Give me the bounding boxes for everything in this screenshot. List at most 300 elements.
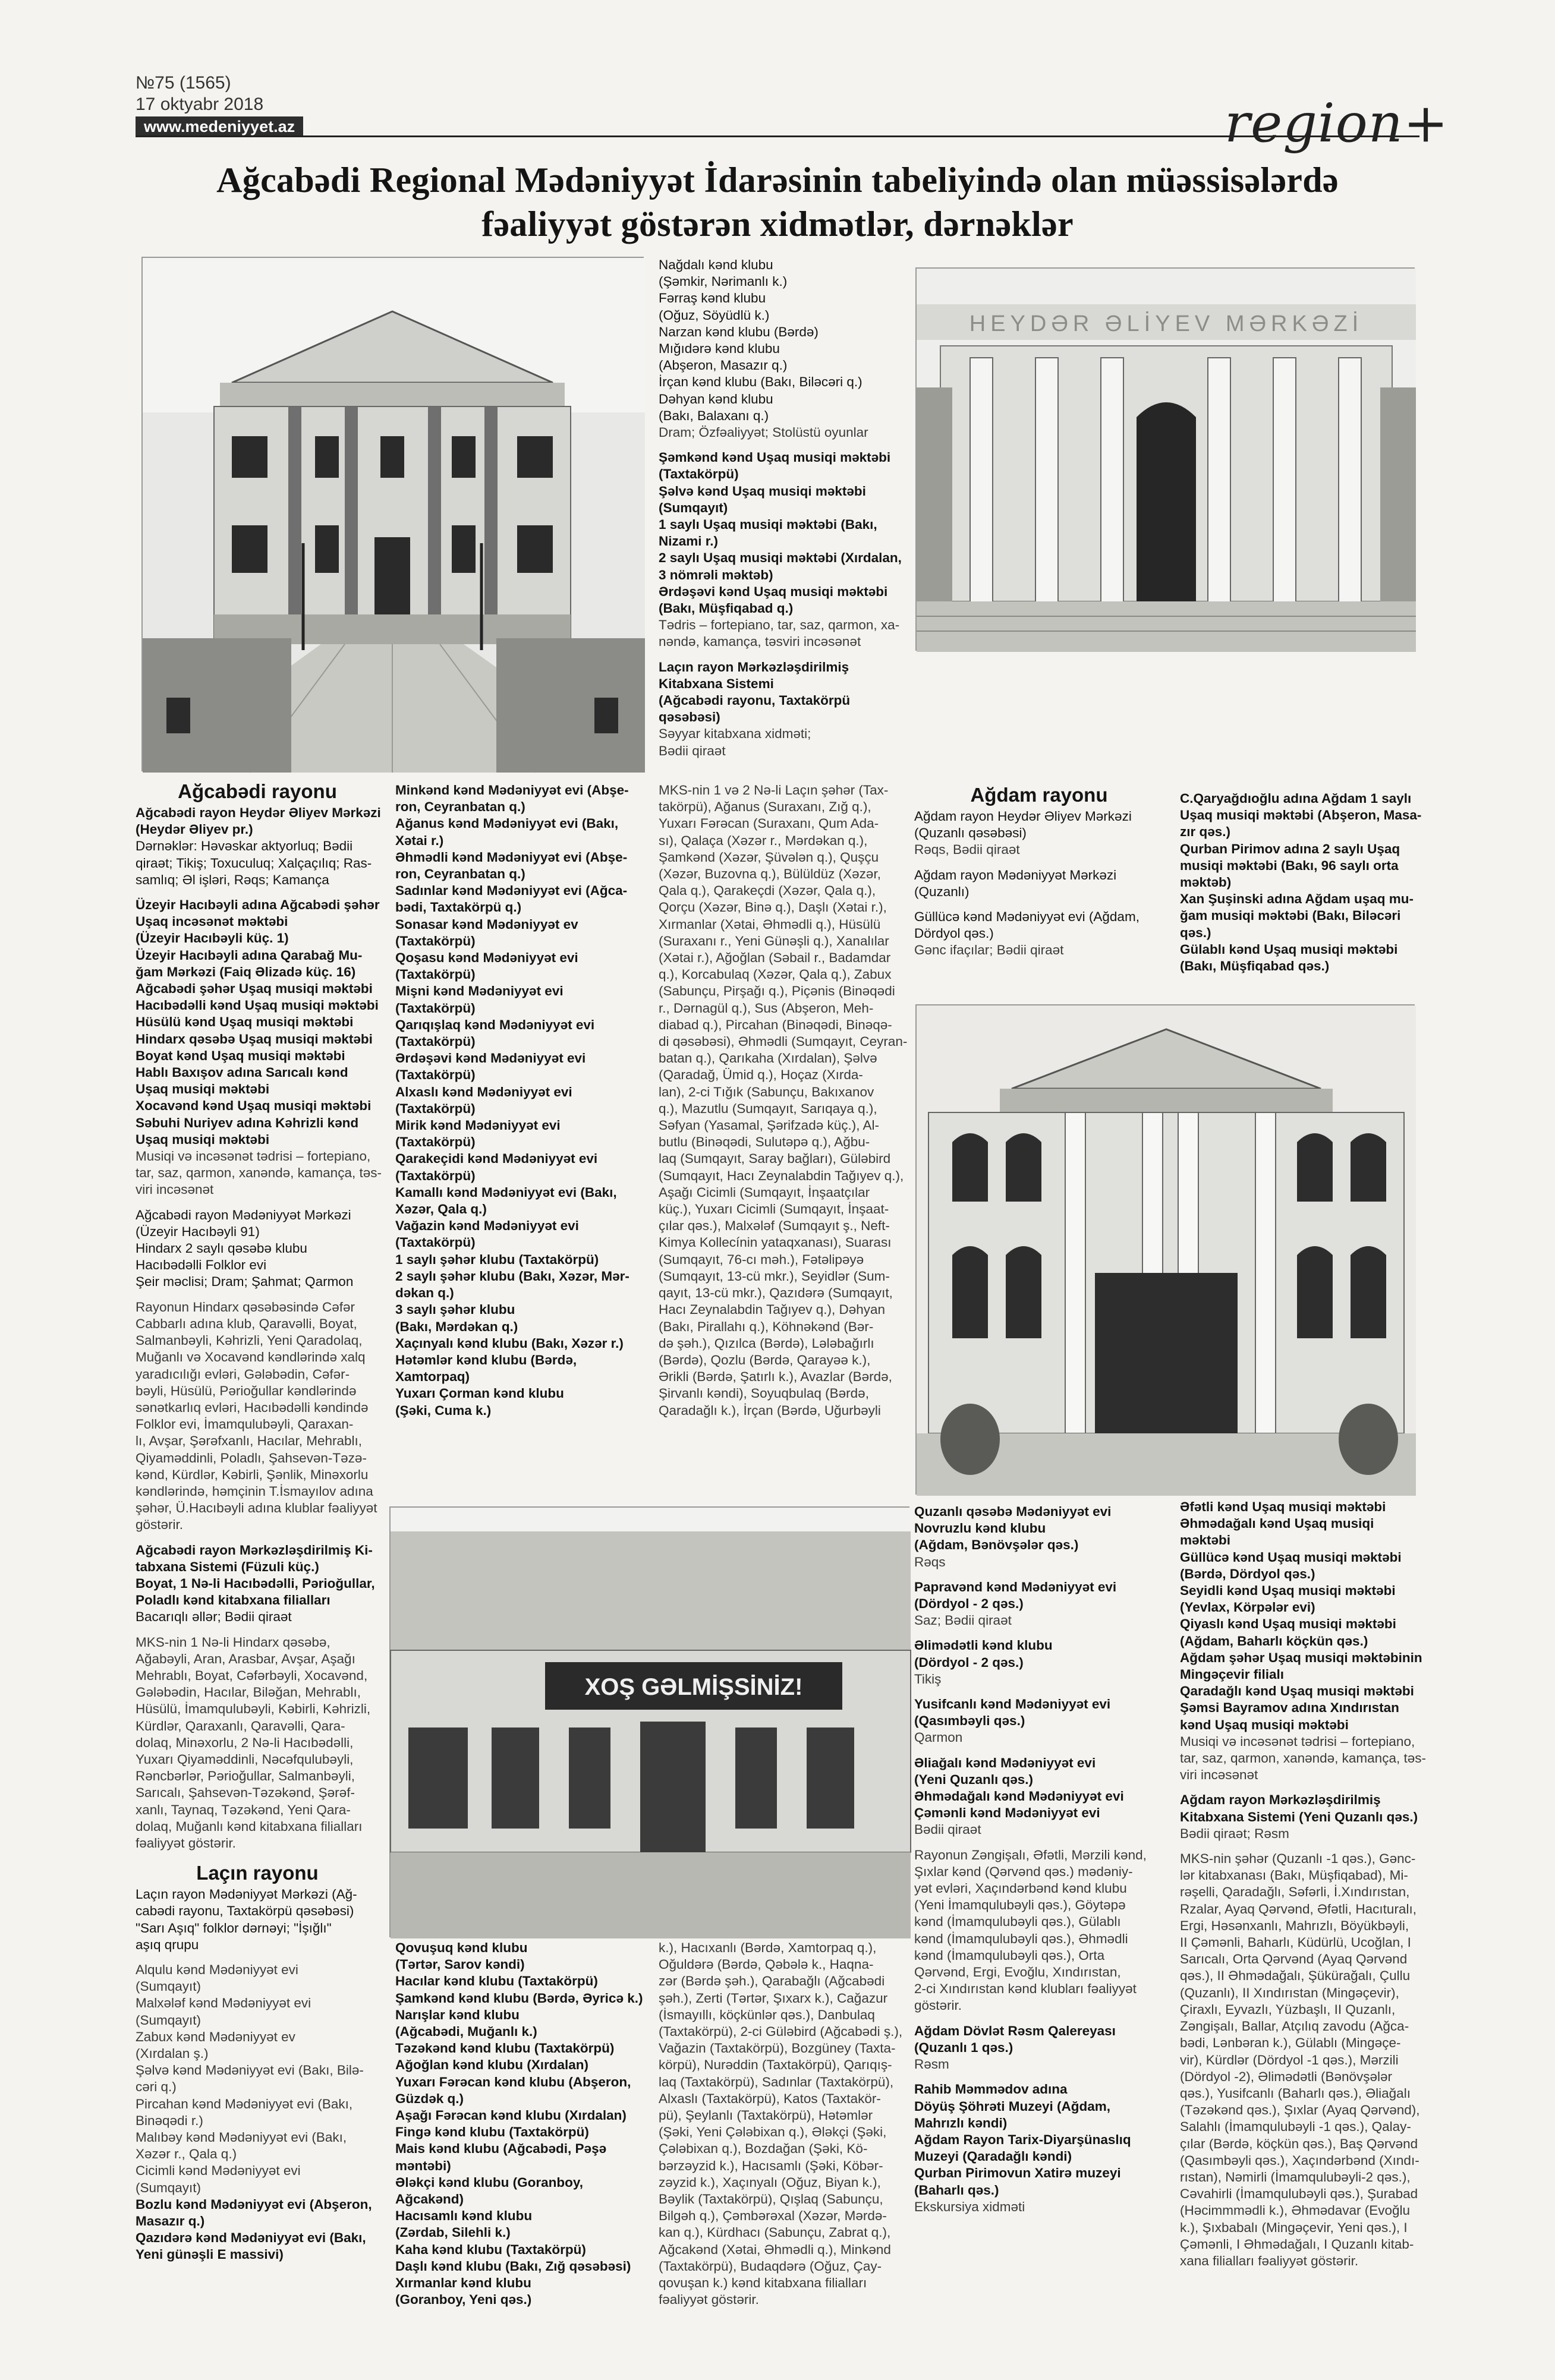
text-line: Ağdam şəhər Uşaq musiqi məktəbinin <box>1180 1650 1422 1665</box>
text-line: ğam musiqi məktəbi (Bakı, Biləcəri <box>1180 908 1401 923</box>
text-line: Laçın rayon Mərkəzləşdirilmiş <box>659 659 849 674</box>
text-line: "Sarı Aşıq" folklor dərnəyi; "İşığlı" <box>136 1920 332 1935</box>
text-line: bədi, Lənbəran k.), Gülablı (Mingəçe- <box>1180 2035 1401 2051</box>
text-line: bərzəyzid k.), Hacısamlı (Şəki, Köbər- <box>659 2158 883 2173</box>
text-line: Dördyol qəs.) <box>914 926 994 941</box>
text-line: Binəqədi r.) <box>136 2113 203 2128</box>
text-line: (Sumqayıt) <box>136 2180 202 2195</box>
text-line: musiqi məktəbi (Bakı, 96 saylı orta <box>1180 858 1399 873</box>
text-line: Ağcabədi rayon Mərkəzləşdirilmiş Ki- <box>136 1542 373 1558</box>
text-line <box>914 1571 1170 1579</box>
text-line: Pircahan kənd Mədəniyyət evi (Bakı, <box>136 2096 353 2111</box>
text-line: Narzan kənd klubu (Bərdə) <box>659 324 819 339</box>
text-line: göstərir. <box>914 1998 962 2013</box>
text-line: Nizami r.) <box>659 534 719 549</box>
column-4-top <box>914 782 1164 996</box>
text-line: Saz; Bədii qiraət <box>914 1613 1012 1628</box>
title-line-1: Ağcabədi Regional Mədəniyyət İdarəsinin tabeliyində olan müəssisələrdə <box>216 160 1339 200</box>
text-line: Ərdəşəvi kənd Uşaq musiqi məktəbi <box>659 584 888 599</box>
text-line: Sarıcalı, Orta Qərvənd (Ayaq Qərvənd <box>1180 1952 1408 1967</box>
text-line: Ağcabədi rayon Mədəniyyət Mərkəzi <box>136 1207 351 1222</box>
text-line: (Xətai r.), Ağoğlan (Səbail r., Badamdar <box>659 950 891 966</box>
text-line: Kürdlər, Qaraxanlı, Qaravəlli, Qara- <box>136 1718 345 1733</box>
text-line: şəhər, Ü.Hacıbəyli adına klublar fəaliyyət <box>136 1500 377 1516</box>
text-line: Ağcabədi rayon Heydər Əliyev Mərkəzi <box>136 805 381 820</box>
photo-heydar-aliyev-center-lachin <box>915 267 1415 651</box>
text-line: xana filialları fəaliyyət göstərir. <box>1180 2253 1359 2268</box>
text-line: Qoşasu kənd Mədəniyyət evi <box>395 950 578 966</box>
column-1 <box>136 778 382 2324</box>
text-line: Ağdam rayon Mədəniyyət Mərkəzi <box>914 867 1117 882</box>
text-line: Yuxarı Fərəcan (Suraxanı, Qum Ada- <box>659 816 879 831</box>
building-illustration-3 <box>917 1005 1416 1496</box>
text-line: Güzdək q.) <box>395 2091 464 2106</box>
text-line: Minkənd kənd Mədəniyyət evi (Abşe- <box>395 783 629 797</box>
text-line: (Taxtakörpü) <box>395 1168 476 1183</box>
text-line: kənd, Kürdlər, Kəbirli, Şənlik, Minəxorlu <box>136 1467 369 1482</box>
text-line: (Ağcabədi, Muğanlı k.) <box>395 2024 537 2039</box>
text-line: (Taxtakörpü) <box>395 1067 476 1083</box>
photo-heydar-aliyev-center-agcabedi <box>141 257 644 771</box>
text-line: (Dördyol -2), Əlimədətli (Bənövşələr <box>1180 2069 1393 2084</box>
text-line: Hacıbədəlli Folklor evi <box>136 1257 267 1273</box>
text-line: Malıbəy kənd Mədəniyyət evi (Bakı, <box>136 2130 347 2145</box>
text-line: Şıxlar kənd (Qərvənd qəs.) mədəniy- <box>914 1864 1133 1879</box>
text-line: 2-ci Xındırıstan kənd klubları fəaliyyət <box>914 1981 1137 1997</box>
text-line <box>136 1852 379 1860</box>
text-line <box>659 441 920 449</box>
text-line: MKS-nin şəhər (Quzanlı -1 qəs.), Gənc- <box>1180 1851 1416 1867</box>
text-line: Hacılar kənd klubu (Taxtakörpü) <box>395 1974 598 1989</box>
text-line: ron, Ceyranbatan q.) <box>395 799 525 815</box>
text-line: Mingəçevir filialı <box>1180 1667 1285 1682</box>
text-line <box>136 1199 379 1207</box>
text-line: Qarakeçidi kənd Mədəniyyət evi <box>395 1151 598 1167</box>
text-line <box>914 859 1164 867</box>
text-line: (Taxtakörpü) <box>659 466 739 482</box>
text-line: Mığıdərə kənd klubu <box>659 341 780 357</box>
text-line: zər (Bərdə şəh.), Qarabağlı (Ağcabədi <box>659 1974 885 1989</box>
text-line <box>136 1953 379 1962</box>
text-line <box>136 1626 379 1634</box>
text-line: məktəbi <box>1180 1533 1231 1548</box>
text-line: kənd (İmamqulubəyli qəs.), Əhmədli <box>914 1931 1128 1946</box>
text-line: Alxaslı (Taxtakörpü), Katos (Taxtakör- <box>659 2091 881 2106</box>
text-line: (Taxtakörpü) <box>395 1000 476 1016</box>
text-line: (Zərdab, Silehli k.) <box>395 2225 511 2240</box>
text-line: Fingə kənd klubu (Taxtakörpü) <box>395 2124 589 2140</box>
text-line: (Taxtakörpü) <box>395 1235 476 1250</box>
text-line: zır qəs.) <box>1180 824 1231 840</box>
text-line: Əliağalı kənd Mədəniyyət evi <box>914 1755 1096 1770</box>
column-2-bottom <box>395 1940 645 2326</box>
text-line: q.), Korcabulaq (Xəzər, Qala q.), Zabux <box>659 967 892 982</box>
text-line <box>914 2073 1170 2081</box>
text-line: Xan Şuşinski adına Ağdam uşaq mu- <box>1180 891 1414 907</box>
text-line: qayıt, 13-cü mkr.), Qazıdərə (Sumqayıt, <box>659 1285 893 1301</box>
text-line: cəri q.) <box>136 2079 177 2095</box>
text-line: Yusifcanlı kənd Mədəniyyət evi <box>914 1697 1111 1712</box>
text-line: (Suraxanı r., Yeni Günəşli q.), Xanalılar <box>659 933 889 948</box>
text-line <box>136 888 379 897</box>
text-line: Seyidli kənd Uşaq musiqi məktəbi <box>1180 1583 1396 1599</box>
text-line: di qəsəbəsi), Əhmədli (Sumqayıt, Ceyran- <box>659 1034 908 1049</box>
text-line: Mehrablı, Boyat, Cəfərbəyli, Xocavənd, <box>136 1667 368 1683</box>
text-line: kənd Uşaq musiqi məktəbi <box>1180 1717 1349 1732</box>
column-2-top <box>395 782 639 1418</box>
text-line: Musiqi və incəsənət tədrisi – fortepiano, <box>1180 1733 1415 1749</box>
text-line: (Taxtakörpü), 2-ci Güləbird (Ağcabədi ş.), <box>659 2024 903 2039</box>
text-line: (Goranboy, Yeni qəs.) <box>395 2292 532 2308</box>
text-line: Ağoğlan kənd klubu (Xırdalan) <box>395 2057 589 2073</box>
text-line: bədi, Taxtakörpü q.) <box>395 900 522 915</box>
text-line: C.Qaryağdıoğlu adına Ağdam 1 saylı <box>1180 791 1412 806</box>
text-line: Güllücə kənd Uşaq musiqi məktəbi <box>1180 1549 1402 1565</box>
text-line: aşıq qrupu <box>136 1937 199 1952</box>
text-line: Qərvənd, Ergi, Evoğlu, Xındırıstan, <box>914 1965 1121 1980</box>
text-line: Muzeyi (Qaradağlı kəndi) <box>914 2149 1072 2164</box>
text-line: (Yeni Quzanlı qəs.) <box>914 1771 1034 1787</box>
section-heading: Ağdam rayonu <box>970 784 1108 806</box>
text-line: Qurban Pirimov adına 2 saylı Uşaq <box>1180 841 1400 856</box>
text-line: (Üzeyir Hacıbəyli 91) <box>136 1224 260 1239</box>
text-line: Gülablı kənd Uşaq musiqi məktəbi <box>1180 941 1398 957</box>
text-line <box>136 1291 379 1299</box>
text-line: Səfyan (Yasamal, Şərifzadə küç.), Al- <box>659 1118 879 1133</box>
text-line: butlu (Binəqədi, Sulutəpə q.), Ağbu- <box>659 1134 870 1150</box>
text-line: Gələbədin, Hacılar, Biləğan, Mehrablı, <box>136 1685 361 1700</box>
text-line: tar, saz, qarmon, xanəndə, kamança, təs- <box>136 1165 382 1181</box>
text-line: Malxələf kənd Mədəniyyət evi <box>136 1996 311 2011</box>
text-line: (Taxtakörpü) <box>395 1101 476 1116</box>
text-line: Uşaq incəsənət məktəbi <box>136 914 288 929</box>
text-line: Qurban Pirimovun Xatirə muzeyi <box>914 2165 1121 2181</box>
text-line: məktəb) <box>1180 875 1232 890</box>
text-line: Şəlvə kənd Mədəniyyət evi (Bakı, Bilə- <box>136 2063 364 2078</box>
text-line: batan q.), Qarıkaha (Xırdalan), Şəlvə <box>659 1051 877 1066</box>
text-line: Kamallı kənd Mədəniyyət evi (Bakı, <box>395 1184 617 1200</box>
text-line: Aşağı Fərəcan kənd klubu (Xırdalan) <box>395 2108 627 2123</box>
text-line: tar, saz, qarmon, xanəndə, kamança, təs- <box>1180 1751 1426 1766</box>
text-line: Sarıcalı, Şahsevən-Təzəkənd, Şərəf- <box>136 1785 355 1801</box>
text-line: Alqulu kənd Mədəniyyət evi <box>136 1962 298 1977</box>
text-line: Qarıqışlaq kənd Mədəniyyət evi <box>395 1017 595 1032</box>
text-line: Güllücə kənd Mədəniyyət evi (Ağdam, <box>914 909 1140 925</box>
text-line: Uşaq musiqi məktəbi <box>136 1131 270 1147</box>
text-line: Qala q.), Qarakeçdi (Xəzər, Qala q.), <box>659 883 876 899</box>
text-line: (Sumqayıt, 13-cü mkr.), Seyidlər (Sum- <box>659 1268 890 1284</box>
text-line: qovuşan k.) kənd kitabxana filialları <box>659 2275 867 2291</box>
text-line <box>914 1747 1170 1755</box>
text-line: Rahib Məmmədov adına <box>914 2082 1068 2097</box>
text-line: Hüsülü, İmamqulubəyli, Kəbirli, Kəhrizli, <box>136 1701 371 1717</box>
text-line: Ərdəşəvi kənd Mədəniyyət evi <box>395 1051 586 1066</box>
text-line: Mişni kənd Mədəniyyət evi <box>395 983 564 999</box>
text-line: (Bakı, Mərdəkan q.) <box>395 1319 518 1334</box>
text-line: Bacarıqlı əllər; Bədii qiraət <box>136 1609 292 1625</box>
text-line: Dəhyan kənd klubu <box>659 391 773 406</box>
section-heading: Ağcabədi rayonu <box>178 780 337 802</box>
text-line: dolaq, Minəxorlu, 2 Nə-li Hacıbədəlli, <box>136 1735 354 1750</box>
text-line: (Taxtakörpü) <box>395 933 476 948</box>
text-line: qiraət; Tikiş; Toxuculuq; Xalçaçılıq; Ras- <box>136 855 372 871</box>
text-line: Əlimədətli kənd klubu <box>914 1638 1053 1653</box>
text-line: Hacı Zeynalabdin Tağıyev q.), Dəhyan <box>659 1302 886 1317</box>
text-line: qəs.), Yusifcanlı (Baharlı qəs.), Əliağalı <box>1180 2085 1411 2101</box>
text-line: Daşlı kənd klubu (Bakı, Zığ qəsəbəsi) <box>395 2258 631 2274</box>
text-line <box>914 1688 1170 1696</box>
text-line: samlıq; Əl işləri, Rəqs; Kamança <box>136 872 329 887</box>
building-illustration-4 <box>391 1508 911 1938</box>
text-line: Boyat, 1 Nə-li Hacıbədəlli, Pərioğullar, <box>136 1575 375 1591</box>
text-line: Xırmanlar kənd klubu <box>395 2275 531 2291</box>
section-heading: Laçın rayonu <box>196 1862 319 1884</box>
text-line: Folklor evi, İmamqulubəyli, Qaraxan- <box>136 1417 354 1432</box>
text-line: Laçın rayon Mədəniyyət Mərkəzi (Ağ- <box>136 1887 357 1902</box>
text-line: yaradıcılığı evləri, Gələbədin, Cəfər- <box>136 1366 350 1382</box>
text-line: Zabux kənd Mədəniyyət ev <box>136 2029 295 2044</box>
text-line: (Şəki, Cuma k.) <box>395 1402 492 1418</box>
text-line: (Şəki, Yeni Çələbixan q.), Ələkçi (Şəki, <box>659 2124 887 2140</box>
text-line: Salmanbəyli, Kəhrizli, Yeni Qaradolaq, <box>136 1333 363 1348</box>
text-line: (Quzanlı), II Xındırıstan (Mingəçevir), <box>1180 1985 1399 2000</box>
text-line: (Taxtakörpü) <box>395 1034 476 1049</box>
text-line: (Təzəkənd qəs.), Şıxlar (Ayaq Qərvənd), <box>1180 2102 1420 2118</box>
text-line: çılar (Bərdə, köçkün qəs.), Baş Qərvənd <box>1180 2136 1418 2151</box>
text-line: körpü), Nurəddin (Taxtakörpü), Qarıqış- <box>659 2057 892 2073</box>
text-line: laq (Sumqayıt, Saray bağları), Güləbird <box>659 1151 891 1167</box>
text-line: Yeni günəşli E massivi) <box>136 2247 284 2262</box>
text-line: (Qasımbəyli qəs.) <box>914 1713 1025 1729</box>
text-line: Yuxarı Fərəcan kənd klubu (Abşeron, <box>395 2074 631 2089</box>
text-line: Şəlvə kənd Uşaq musiqi məktəbi <box>659 483 866 499</box>
text-line: Kitabxana Sistemi <box>659 676 774 691</box>
text-line: Yuxarı Çorman kənd klubu <box>395 1386 564 1401</box>
text-line: (İsmayıllı, köçkünlər qəs.), Danbulaq <box>659 2007 875 2022</box>
text-line: Novruzlu kənd klubu <box>914 1521 1046 1536</box>
text-line: Mahrızlı kəndi) <box>914 2115 1008 2130</box>
text-line: Vağazin (Taxtakörpü), Bozgüney (Taxta- <box>659 2041 896 2056</box>
text-line: qəsəbəsi) <box>659 710 720 725</box>
text-line: Ərikli (Bərdə, Şatırlı k.), Avazlar (Bərdə, <box>659 1369 892 1385</box>
text-line: 3 saylı şəhər klubu <box>395 1302 515 1317</box>
text-line: (Bakı, Müşfiqabad qəs.) <box>1180 959 1330 974</box>
text-line: r., Dərnagül q.), Sus (Abşeron, Meh- <box>659 1000 874 1016</box>
text-line: Xaçınyalı kənd klubu (Bakı, Xəzər r.) <box>395 1335 624 1351</box>
text-line: kan q.), Kürdhacı (Sabunçu, Zabrat q.), <box>659 2225 891 2240</box>
text-line: (Sumqayıt, Hacı Zeynalabdin Tağıyev q.), <box>659 1168 904 1183</box>
text-line: Ağabəyli, Aran, Arasbar, Avşar, Aşağı <box>136 1651 355 1666</box>
text-line: rəşelli, Qaradağlı, Səfərli, İ.Xındırıstan, <box>1180 1884 1410 1900</box>
welcome-banner-text: XOŞ GƏLMİŞSİNİZ! <box>584 1674 803 1700</box>
text-line: Bəylik (Taxtakörpü), Qışlaq (Sabunçu, <box>659 2192 883 2207</box>
text-line: Xəzər r., Qala q.) <box>136 2146 237 2162</box>
title-line-2: fəaliyyət göstərən xidmətlər, dərnəklər <box>481 204 1074 244</box>
text-line: Səyyar kitabxana xidməti; <box>659 726 811 742</box>
text-line: 1 saylı Uşaq musiqi məktəbi (Bakı, <box>659 517 877 532</box>
text-line: Çəmənli, I Əhmədağalı, I Quzanlı kitab- <box>1180 2236 1414 2252</box>
text-line: Qaradağlı k.), İrçan (Bərdə, Uğurbəyli <box>659 1402 881 1418</box>
text-line: Dram; Özfəaliyyət; Stolüstü oyunlar <box>659 425 868 440</box>
text-line: kənd (İmamqulubəyli qəs.), Orta <box>914 1947 1105 1963</box>
text-line: pü), Şeylanlı (Taxtakörpü), Hətəmlər <box>659 2108 873 2123</box>
text-line: Muğanlı və Xocavənd kəndlərində xalq <box>136 1350 366 1365</box>
brand-logo: region+ <box>1225 92 1449 155</box>
text-line: də şəh.), Qızılca (Bərdə), Lələbağırlı <box>659 1335 874 1351</box>
issue-number: №75 (1565) <box>136 73 231 93</box>
text-line: Şəmkənd kənd Uşaq musiqi məktəbi <box>659 450 891 465</box>
text-line: ron, Ceyranbatan q.) <box>395 866 525 882</box>
building-illustration-1 <box>143 258 645 773</box>
text-line: Ağdam rayon Heydər Əliyev Mərkəzi <box>914 809 1132 824</box>
issue-date: 17 oktyabr 2018 <box>136 94 264 114</box>
text-line: Cəvahirli (İmamqulubəyli qəs.), Şurabad <box>1180 2186 1418 2202</box>
text-line: qəs.), II Əhmədağalı, Şükürağalı, Çullu <box>1180 1968 1411 1984</box>
text-line: Ağcakənd) <box>395 2192 464 2207</box>
text-line: Şirvanlı kəndi), Soyuqbulaq (Bərdə, <box>659 1386 869 1401</box>
column-5-bottom <box>1180 1499 1430 2331</box>
text-line: II Çəmənli, Baharlı, Küdürlü, Ucoğlan, I <box>1180 1935 1411 1950</box>
text-line: laq (Taxtakörpü), Sadınlar (Taxtakörpü), <box>659 2074 894 2089</box>
text-line: Hablı Baxışov adına Sarıcalı kənd <box>136 1065 348 1080</box>
text-line: lər kitabxanası (Bakı, Müşfiqabad), Mi- <box>1180 1868 1408 1883</box>
text-line: Çəmənli kənd Mədəniyyət evi <box>914 1805 1100 1821</box>
text-line: Hacısamlı kənd klubu <box>395 2208 533 2224</box>
text-line: Çələbixan q.), Bozdağan (Şəki, Kö- <box>659 2141 868 2157</box>
text-line: Ağcabədi şəhər Uşaq musiqi məktəbi <box>136 981 373 997</box>
text-line: Alxaslı kənd Mədəniyyət evi <box>395 1084 572 1099</box>
text-line: dəkan q.) <box>395 1285 454 1301</box>
text-line: (Baharlı qəs.) <box>914 2182 999 2198</box>
text-line: Nağdalı kənd klubu <box>659 257 773 272</box>
photo-agdam-culture-center <box>915 1004 1415 1495</box>
text-line: sı), Qalaça (Xəzər r., Mərdəkan q.), <box>659 833 868 848</box>
text-line: Səbuhi Nuriyev adına Kəhrizli kənd <box>136 1115 359 1130</box>
text-line: Təzəkənd kənd klubu (Taxtakörpü) <box>395 2041 615 2056</box>
text-line: Yuxarı Qiyaməddinli, Nəcəfqulubəyli, <box>136 1751 354 1767</box>
text-line: (Sumqayıt, 76-cı məh.), Fətəlipəyə <box>659 1252 864 1267</box>
text-line: Rayonun Hindarx qəsəbəsində Cəfər <box>136 1299 355 1314</box>
text-line: Rzalar, Ayaq Qərvənd, Əfətli, Hacıturalı, <box>1180 1901 1417 1916</box>
text-line: küç.), Yuxarı Cicimli (Sumqayıt, İnşaat- <box>659 1202 889 1217</box>
text-line: Oğuldərə (Bərdə, Qəbələ k., Haqna- <box>659 1957 874 1972</box>
text-line: (Dördyol - 2 qəs.) <box>914 1596 1024 1612</box>
text-line: çılar qəs.), Malxələf (Sumqayıt ş., Neft- <box>659 1218 890 1234</box>
text-line: lan), 2-ci Tığık (Sabunçu, Bakıxanov <box>659 1084 874 1099</box>
text-line: Bədii qiraət <box>659 743 726 758</box>
text-line: Hindarx 2 saylı qəsəbə klubu <box>136 1241 307 1256</box>
text-line: (Tərtər, Sarov kəndi) <box>395 1957 525 1972</box>
text-line: ğam Mərkəzi (Faiq Əlizadə küç. 16) <box>136 964 356 979</box>
text-line: Xamtorpaq) <box>395 1369 470 1385</box>
text-line: (Yeni İmamqulubəyli qəs.), Göytəpə <box>914 1897 1126 1913</box>
text-line <box>1180 1842 1430 1851</box>
text-line <box>136 1534 379 1542</box>
text-line: Gənc ifaçılar; Bədii qiraət <box>914 942 1064 958</box>
text-line: (Oğuz, Söyüdlü k.) <box>659 307 770 323</box>
text-line: Rəqs, Bədii qiraət <box>914 842 1020 858</box>
text-line: Qarmon <box>914 1730 963 1745</box>
text-line: sənətkarlıq evləri, Hacıbədəlli kəndində <box>136 1399 369 1415</box>
text-line: (Xəzər, Buzovna q.), Bülüldüz (Xəzər, <box>659 866 881 882</box>
text-line: yət evləri, Xaçındərbənd kənd klubu <box>914 1881 1127 1896</box>
text-line: Ağdam rayon Mərkəzləşdirilmiş <box>1180 1792 1381 1808</box>
text-line: Vağazin kənd Mədəniyyət evi <box>395 1218 579 1234</box>
text-line: Kimya Kollecínin yataqxanası), Suarası <box>659 1235 892 1250</box>
text-line: (Yevlax, Körpələr evi) <box>1180 1600 1315 1615</box>
text-line: (Sumqayıt) <box>659 500 728 515</box>
text-line: məntəbi) <box>395 2158 451 2173</box>
text-line: (Bərdə), Qozlu (Bərdə, Qarayəə k.), <box>659 1352 871 1367</box>
text-line: Qiyaslı kənd Uşaq musiqi məktəbi <box>1180 1616 1396 1632</box>
building-illustration-2 <box>917 269 1416 652</box>
text-line: Bədii qiraət; Rəsm <box>1180 1826 1289 1841</box>
text-line: Xəzər, Qala q.) <box>395 1202 487 1217</box>
text-line: Xırmanlar (Xətai, Əhmədli q.), Hüsülü <box>659 916 881 932</box>
text-line: Qovuşuq kənd klubu <box>395 1940 528 1955</box>
text-line: (Sumqayıt) <box>136 1979 202 1994</box>
site-url[interactable]: www.medeniyyet.az <box>136 116 303 137</box>
text-line: Papravənd kənd Mədəniyyət evi <box>914 1579 1117 1594</box>
text-line: zəyzid k.), Xaçınyalı (Oğuz, Biyan k.), <box>659 2174 881 2190</box>
column-3-bottom <box>659 1940 908 2326</box>
text-line: q.), Mazutlu (Sumqayıt, Sarıqaya q.), <box>659 1101 877 1116</box>
text-line: Mais kənd klubu (Ağcabədi, Pəşə <box>395 2141 607 2157</box>
text-line: bəyli, Hüsülü, Pərioğullar kəndlərində <box>136 1383 357 1398</box>
text-line: Çiraxlı, Eyvazlı, Yüzbaşlı, II Quzanlı, <box>1180 2001 1396 2017</box>
text-line: (Taxtakörpü), Budaqdərə (Oğuz, Çay- <box>659 2258 882 2274</box>
column-3-top <box>659 782 908 1495</box>
text-line: viri incəsənət <box>136 1182 214 1197</box>
page-title <box>119 158 1436 246</box>
text-line: Bilgəh q.), Çəmbərəxal (Xəzər, Mərdə- <box>659 2208 887 2224</box>
text-line: Şeir məclisi; Dram; Şahmat; Qarmon <box>136 1274 354 1290</box>
text-line: kənd (İmamqulubəyli qəs.), Gülablı <box>914 1914 1121 1930</box>
text-line: Cabbarlı adına klub, Qaravəlli, Boyat, <box>136 1316 357 1331</box>
text-line: Salahlı (İmamqulubəyli -1 qəs.), Qalay- <box>1180 2119 1411 2135</box>
text-line: (Həcimmmədli k.), Əhmədavar (Evoğlu <box>1180 2203 1411 2218</box>
text-line: Rəsm <box>914 2057 949 2072</box>
text-line: (Şəmkir, Nərimanlı k.) <box>659 274 788 289</box>
text-line: Hətəmlər kənd klubu (Bərdə, <box>395 1352 577 1367</box>
text-line: Əhmədli kənd Mədəniyyət evi (Abşe- <box>395 849 628 865</box>
text-line: k.), Şıxbabalı (Mingəçevir, Yeni qəs.), I <box>1180 2220 1408 2235</box>
text-line: şəh.), Zerti (Tərtər, Şıxarx k.), Cağazur <box>659 1990 888 2006</box>
text-line: (Heydər Əliyev pr.) <box>136 822 253 837</box>
text-line: Əfətli kənd Uşaq musiqi məktəbi <box>1180 1499 1386 1514</box>
text-line: Hüsülü kənd Uşaq musiqi məktəbi <box>136 1014 354 1030</box>
text-line: fəaliyyət göstərir. <box>659 2292 759 2308</box>
text-line: göstərir. <box>136 1517 184 1533</box>
text-line: Fərraş kənd klubu <box>659 291 766 306</box>
text-line: (Quzanlı) <box>914 884 969 899</box>
building-sign-text: HEYDƏR ƏLİYEV MƏRKƏZİ <box>969 311 1364 336</box>
text-line: Kaha kənd klubu (Taxtakörpü) <box>395 2242 586 2257</box>
text-line: Narışlar kənd klubu <box>395 2007 520 2022</box>
text-line: Şamkənd kənd klubu (Bərdə, Əyricə k.) <box>395 1990 643 2006</box>
text-line: tabxana Sistemi (Füzuli küç.) <box>136 1559 319 1574</box>
text-line: Hindarx qəsəbə Uşaq musiqi məktəbi <box>136 1031 373 1046</box>
text-line: Üzeyir Hacıbəyli adına Ağcabədi şəhər <box>136 897 380 913</box>
text-line: Ələkçi kənd klubu (Goranboy, <box>395 2174 583 2190</box>
text-line: Qiyaməddinli, Poladlı, Şahsevən-Təzə- <box>136 1450 367 1465</box>
text-line: Rəqs <box>914 1554 946 1569</box>
text-line: Əhmədağalı kənd Mədəniyyət evi <box>914 1789 1124 1804</box>
text-line: Sonasar kənd Mədəniyyət ev <box>395 916 578 932</box>
text-line: MKS-nin 1 Nə-li Hindarx qəsəbə, <box>136 1634 330 1650</box>
text-line <box>914 900 1164 909</box>
text-line: Sadınlar kənd Mədəniyyət evi (Ağca- <box>395 883 628 899</box>
